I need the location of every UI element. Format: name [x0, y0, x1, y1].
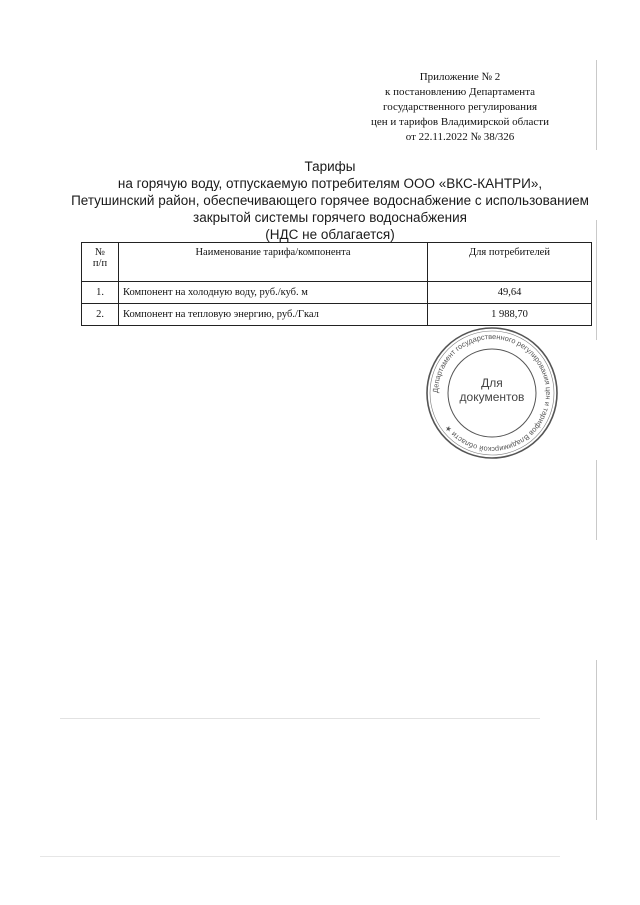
appendix-line: цен и тарифов Владимирской области: [371, 116, 549, 128]
row-value: 49,64: [428, 282, 592, 304]
title-line: на горячую воду, отпускаемую потребителям ООО «ВКС-КАНТРИ»,: [117, 176, 543, 191]
table-row: [82, 304, 592, 326]
table-header-row: [82, 243, 592, 282]
row-name: Компонент на тепловую энергию, руб./Гкал: [119, 304, 428, 326]
title-line: Тарифы: [304, 159, 356, 174]
header-name: Наименование тарифа/компонента: [119, 243, 428, 282]
title-line: (НДС не облагается): [265, 227, 395, 242]
row-number: 1.: [82, 282, 119, 304]
scan-artifact: [40, 856, 560, 857]
header-number: [82, 243, 119, 282]
tariff-table: [81, 242, 592, 326]
stamp-ring-textpath: Департамент государственного регулирования цен и тарифов Владимирской области ★: [430, 331, 554, 455]
scan-artifact: [596, 460, 597, 540]
header-value: Для потребителей: [428, 243, 592, 282]
title-line: Петушинский район, обеспечивающего горячее водоснабжение с использованием: [71, 193, 589, 208]
stamp-center-line1: Для: [481, 376, 503, 390]
scan-artifact: [596, 660, 597, 820]
row-value: 1 988,70: [428, 304, 592, 326]
appendix-line: к постановлению Департамента: [384, 86, 536, 98]
scan-artifact: [596, 220, 597, 340]
stamp-center-line2: документов: [459, 390, 525, 404]
document-title: [60, 158, 600, 243]
row-name: Компонент на холодную воду, руб./куб. м: [119, 282, 428, 304]
scan-artifact: [596, 60, 597, 150]
row-number: 2.: [82, 304, 119, 326]
appendix-line: от 22.11.2022 № 38/326: [405, 131, 515, 143]
header-number-symbol: №: [94, 247, 106, 258]
official-stamp: [424, 325, 560, 461]
scan-artifact: [60, 718, 540, 719]
appendix-header: [340, 70, 580, 145]
header-number-abbr: п/п: [92, 258, 108, 269]
title-line: закрытой системы горячего водоснабжения: [193, 210, 467, 225]
appendix-line: Приложение № 2: [419, 71, 501, 83]
appendix-line: государственного регулирования: [382, 101, 538, 113]
table-row: [82, 282, 592, 304]
